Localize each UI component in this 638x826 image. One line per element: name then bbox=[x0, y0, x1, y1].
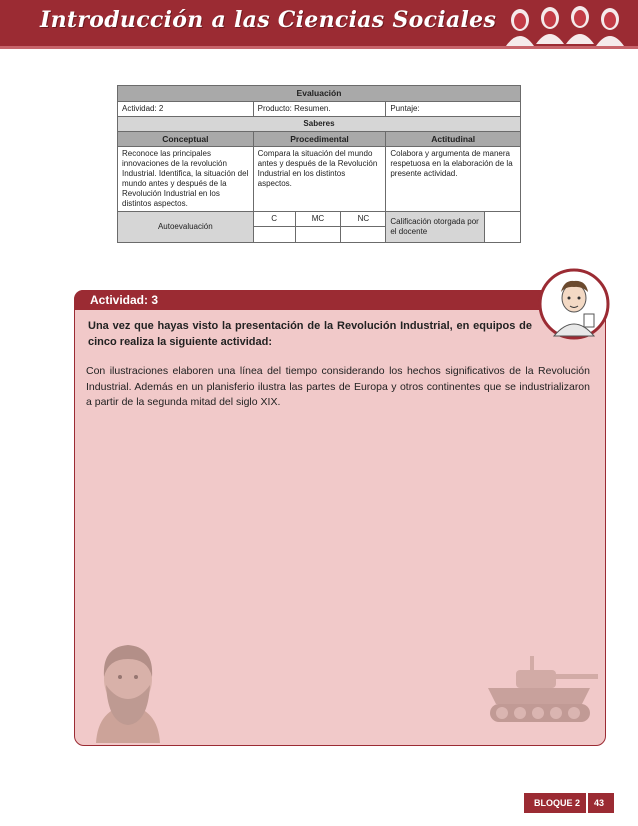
autoevaluacion-cell: Autoevaluación bbox=[118, 212, 254, 243]
student-avatar-icon bbox=[538, 268, 610, 340]
mc-header: MC bbox=[295, 212, 341, 227]
conceptual-header: Conceptual bbox=[118, 131, 254, 147]
activity-label: Actividad: 3 bbox=[74, 290, 554, 310]
header-title: Introducción a las Ciencias Sociales bbox=[40, 7, 497, 33]
header-stripe bbox=[0, 46, 638, 49]
nc-header: NC bbox=[341, 212, 386, 227]
actitudinal-text: Colabora y argumenta de manera respetuosa en la elaboración de la presente actividad. bbox=[386, 147, 521, 212]
calificacion-value-cell bbox=[485, 212, 521, 243]
activity-body: Con ilustraciones elaboren una línea del tiempo considerando los hechos significativos de la Revolución Industrial. Además en un planisferio ilustra las partes de Europa y otros continentes que se industrializaron a partir de la segunda mitad del siglo XIX. bbox=[86, 365, 590, 408]
page-footer bbox=[524, 793, 614, 813]
actividad-cell: Actividad: 2 bbox=[118, 101, 254, 116]
activity-instruction: Una vez que hayas visto la presentación de la Revolución Industrial, en equipos de cinco realiza la siguiente actividad: bbox=[88, 320, 532, 348]
actitudinal-header: Actitudinal bbox=[386, 131, 521, 147]
bloque-label: BLOQUE 2 bbox=[534, 798, 581, 808]
portrait-illustration bbox=[88, 635, 168, 743]
mc-value-cell bbox=[295, 227, 341, 243]
producto-cell: Producto: Resumen. bbox=[253, 101, 386, 116]
saberes-header: Saberes bbox=[118, 116, 521, 131]
calificacion-cell: Calificación otorgada por el docente bbox=[386, 212, 485, 243]
revolutionary-portraits-image bbox=[498, 0, 638, 46]
conceptual-text: Reconoce las principales innovaciones de la revolución Industrial. Identifica, la situación del mundo antes y después de la Revolución Industrial en los distintos aspectos. bbox=[118, 147, 254, 212]
page-number: 43 bbox=[594, 798, 605, 808]
nc-value-cell bbox=[341, 227, 386, 243]
page-header bbox=[0, 0, 638, 46]
puntaje-cell: Puntaje: bbox=[386, 101, 521, 116]
procedimental-text: Compara la situación del mundo antes y después de la Revolución Industrial en los distintos aspectos. bbox=[253, 147, 386, 212]
tank-illustration bbox=[478, 648, 602, 732]
footer-divider bbox=[586, 793, 588, 813]
evaluation-table bbox=[117, 85, 521, 243]
c-value-cell bbox=[253, 227, 295, 243]
evaluation-title: Evaluación bbox=[118, 86, 521, 102]
c-header: C bbox=[253, 212, 295, 227]
procedimental-header: Procedimental bbox=[253, 131, 386, 147]
